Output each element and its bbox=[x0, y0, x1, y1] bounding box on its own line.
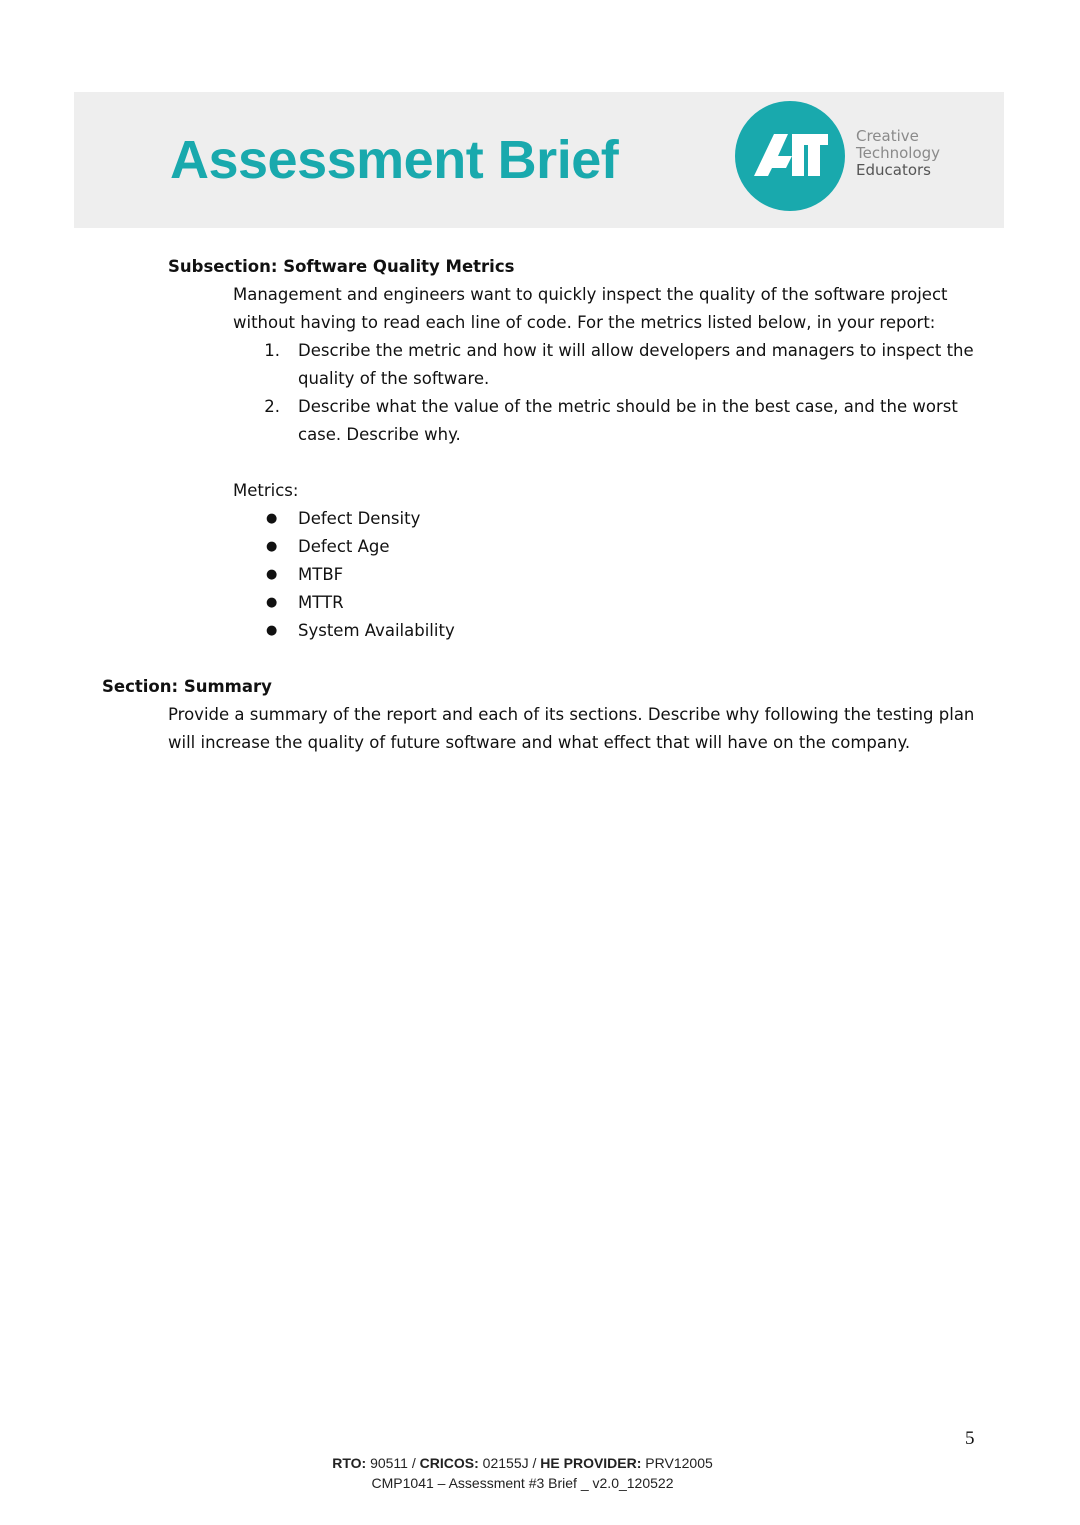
footer-cricos-label: CRICOS: bbox=[419, 1455, 479, 1471]
logo-tagline bbox=[856, 128, 940, 179]
footer-document-id: CMP1041 – Assessment #3 Brief _ v2.0_120522 bbox=[371, 1475, 674, 1491]
step-text: quality of the software. bbox=[298, 369, 490, 388]
summary-heading: Section: Summary bbox=[102, 677, 272, 696]
list-item: MTTR bbox=[298, 593, 344, 612]
step-text: case. Describe why. bbox=[298, 425, 461, 444]
list-item: Defect Density bbox=[298, 509, 421, 528]
page-number: 5 bbox=[965, 1428, 975, 1449]
bullet-icon: ● bbox=[266, 539, 278, 554]
list-item: System Availability bbox=[298, 621, 455, 640]
footer-separator: / bbox=[532, 1455, 537, 1471]
step-text: Describe what the value of the metric should be in the best case, and the worst bbox=[298, 397, 958, 416]
ait-logo bbox=[734, 100, 974, 212]
bullet-icon: ● bbox=[266, 567, 278, 582]
footer-rto-label: RTO: bbox=[332, 1455, 367, 1471]
logo-line-technology: Technology bbox=[856, 144, 941, 162]
subsection-intro-line-2: without having to read each line of code. For the metrics listed below, in your report: bbox=[233, 313, 936, 332]
footer-cricos-value: 02155J bbox=[482, 1455, 529, 1471]
summary-line-2: will increase the quality of future software and what effect that will have on the company. bbox=[168, 733, 911, 752]
bullet-icon: ● bbox=[266, 595, 278, 610]
footer-separator: / bbox=[411, 1455, 416, 1471]
list-item: MTBF bbox=[298, 565, 344, 584]
list-item: Defect Age bbox=[298, 537, 390, 556]
step-number: 2. bbox=[264, 397, 280, 416]
subsection-heading: Subsection: Software Quality Metrics bbox=[168, 257, 515, 276]
subsection-intro-line-1: Management and engineers want to quickly inspect the quality of the software project bbox=[233, 285, 948, 304]
logo-line-creative: Creative bbox=[856, 127, 919, 145]
footer-he-label: HE PROVIDER: bbox=[540, 1455, 642, 1471]
bullet-icon: ● bbox=[266, 511, 278, 526]
metrics-label: Metrics: bbox=[233, 481, 299, 500]
bullet-icon: ● bbox=[266, 623, 278, 638]
footer-rto-value: 90511 bbox=[370, 1455, 408, 1471]
step-number: 1. bbox=[264, 341, 280, 360]
page-title: Assessment Brief bbox=[170, 130, 619, 190]
logo-line-educators: Educators bbox=[856, 161, 931, 179]
ait-logo-icon bbox=[734, 100, 846, 212]
step-text: Describe the metric and how it will allow developers and managers to inspect the bbox=[298, 341, 974, 360]
header-banner bbox=[74, 92, 1004, 228]
summary-line-1: Provide a summary of the report and each of its sections. Describe why following the testing plan bbox=[168, 705, 975, 724]
footer-he-value: PRV12005 bbox=[645, 1455, 713, 1471]
footer-registration bbox=[0, 1455, 1045, 1471]
